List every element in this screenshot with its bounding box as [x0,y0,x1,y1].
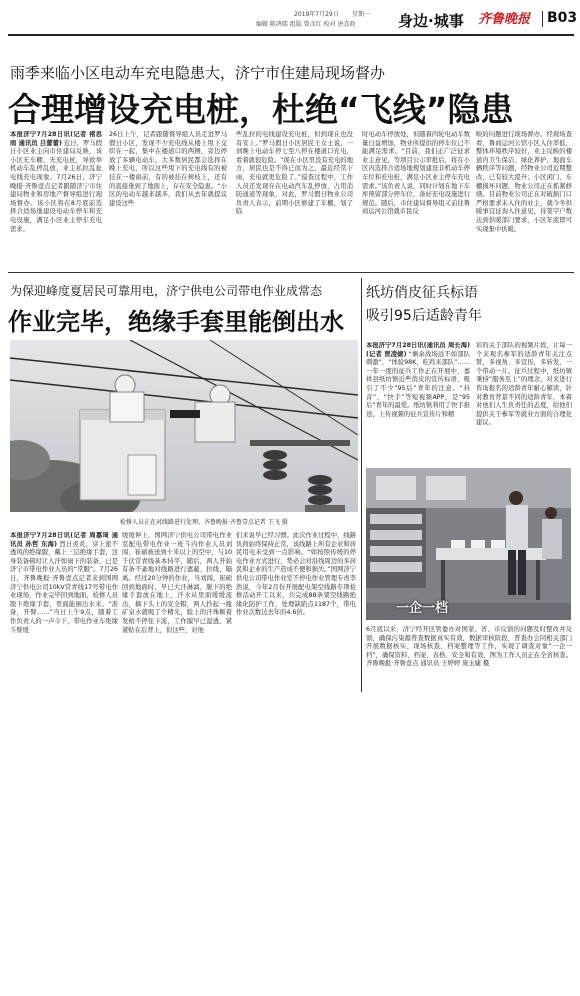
story1-byline: 本报济宁7月28日讯(记者 褚思雨 通讯员 吕蕾蕾) [10,131,102,147]
editorial-staff: 编辑 陈鸿儒 组版 曾彦红 校对 唐喜政 [256,21,356,28]
column-divider [361,278,362,692]
story4-text: 6月底以来，济宁经开区管委办对国家、省、市反馈的问题及时整改并反馈，确保污染源普查数据真实有效，数据审核阶段，普查办会同相关部门开展数据核实、现场核查、档案整理等工作，实现了调查对象“一企一档”，确保资料、档案、表格、安全和有效，图为工作人员正在全省核查。齐鲁晚报·齐鲁壹点 通讯员 王婷婷 庞玉婕 摄 [366,626,572,668]
header-divider [542,11,543,27]
story2-byline: 本报济宁7月28日讯(记者 周嘉琦 通讯员 孙哲 东海) [10,532,118,548]
newspaper-logo: 齐鲁晚报 [478,12,531,27]
page-number: B03 [547,10,578,26]
lineworker-photo-art [10,340,358,512]
story3-column-2: 彩的关于部队的视频片段，让每一个来观名参军的适龄青年关注点赞，多视角、多宣传，多转发，一个带动一片。征兵过程中，纸坊镇秉持“服务至上”的理念，对来进行咨询报名的适龄青年耐心解读，针对教育背景不同的适龄青年，本着对他们人生负责任的态度，给他们提供关于参军等就业方面的合理化建议。 [476,342,572,427]
story3-headline: 吸引95后适龄青年 [366,308,482,324]
issue-date: 2019年7月29日 [294,11,339,18]
story3-byline: 本报济宁7月28日讯(通讯员 周长海)(记者 贾凌婕) [366,342,470,358]
story2-column-2: 缓缓伸上，国网济宁供电公司带电作业室配电带电作业一班斗内作业人员刘闯、崔硕被送到十米以上的空中，与10千伏常青线基本持平，随后，两人开始有条不紊地对线路进行遮蔽、拉线，隔离。经过20分钟的作业，当刘闯、崔硕回到地面时，早已大汗淋漓，脱下的绝缘手套放在地上，汗水从里面缓缓流出，摘下头上的安全帽，两人抄起一瓶矿泉水就喝了个精光，脸上的汗珠顺着发梢不停往下流，工作服早已湿透。紧紧贴在后背上，但这些，对他 [122,532,232,634]
story2-column-1 [10,532,118,692]
story1-headline: 合理增设充电桩，杜绝“飞线”隐患 [8,90,514,129]
lineworker-photo [10,340,358,512]
story1-column-1 [10,131,102,267]
story1-column-3: 些乱拉的电线建设充电桩，但到现在也没有安上。”罗马假日小区居民王女士说，一到晚上电动车停七至八停在楼道口充电，看着就很危险。“现在小区里没有充电的地方，居民也是不得已而为之，最近经常下雨，充电就更危险了。”巡查过程中，工作人员还发现存在电动汽车乱停放、占用消防通道等现象，对此，罗马假日物业公司负责人表示，前期小区修建了车棚，划了临 [236,131,353,216]
lineworker-photo-caption: 检修人员正在对线路进行处理。齐鲁晚报·齐鲁壹点记者 王飞 摄 [120,519,288,526]
story3-column-1 [366,342,470,462]
story1-column-5: 映的问题进行现场督办。经现场查看，鲁商运河公馆小区入住率低，整体环境秩序较好，业主反映的楼道内卫生保洁、绿化养护、地面车辆秩序等问题，经物业公司近期整改，已有较大提升；小区闲门、车棚损坏问题，物业公司正在抓紧修缮。目前物业公司正在对破损门口严格要求未入住的业主，就今冬供暖事宜征询入住意见，待签字户数达到供暖部门要求，小区年底即可实现集中供暖。 [476,131,572,233]
page-header [8,6,578,32]
story1-kicker: 雨季来临小区电动车充电隐患大，济宁市住建局现场督办 [10,64,386,82]
story1-bottom-rule [8,272,574,273]
story2-headline: 作业完毕，绝缘手套里能倒出水 [8,308,344,336]
story2-text-1: 烈日炎炎，穿上密不透风的绝缘服，戴上三层绝缘手套，这身装备顿时让人汗如雨下的装备，已是济宁市带电作业人员的“常服”。7月26日，齐鲁晚报·齐鲁壹点记者来到国网济宁供电公司10kV常青线17号带电作业现场，作业完毕回到地面，检修人员脱下绝缘手套，里面能倒出水来。“准备，开臂……”当日上午9点，随着工作负责人的一声令下，带电作业车绝缘斗臂缓 [10,540,118,634]
section-title: 身边·城事 [398,12,464,30]
story2-kicker: 为保迎峰度夏居民可靠用电，济宁供电公司带电作业成常态 [10,284,323,298]
header-rule [8,34,574,36]
archive-photo-label: 一企一档 [396,601,449,616]
story3-kicker: 纸坊俏皮征兵标语 [366,285,478,301]
story2-column-3: 们来说早已经习惯。此次作业过程中，线路负荷始终保持正常，该线路上所有企业和居民用电未受到一点影响。“如按照传统的停电作业方式进行，势必会对沿线周边的多居民和企业的生产造成不便和损失。”国网济宁供电公司带电作业室不停电作业管理专责李浩说，今年2月份开展配电架空线路专项检修活动开工以来，共完成88条架空线路绝缘化防护工作，处理缺陷点1187个，带电作业次数达去年的4.6倍。 [236,532,356,617]
story1-text-1: 近日，罗马假日小区业主向市住建局反映，该小区无车棚、无充电桩，导致举机动车乱停乱放，业主私拉乱扯电线充电现象。7月26日，济宁晚报·齐鲁壹点记者跟随济宁市住建局物业和房地产督导组进行现场督办。该小区将在8月底前选择合适场地建设电动车停车和充电设施，满足小区业主停车充电需求。 [10,139,102,233]
story1-column-4: 时电动车停放处，但随着四轮电动车数量日益增加，物业所提供的停车位已不能满足需求。“目前，我们正广泛征求业主意见，等项目公示审批后，将在小区内选择合适场地规划建设非机动车停车位和充电桩，满足小区业主停车充电需求。”该负责人说，同时计划在地下车库预留部分停车位，备好充电设施进行规范。随后，市住建局督导组又前往鲁商运河公馆就市民反 [362,131,470,216]
issue-weekday: 星期一 [352,11,371,18]
story3-text-1: “剩余战场远不如部队刺激”，“体验98K，吃鸡来部队”……一年一度的征兵工作正在开展中，嘉祥县纸坊镇近些俏皮的宣传标语，吸引了不少“95后”青年的注意。“抖音”、“快手”等短视频APP，是“95后”青年的最爱。纸坊镇利用了快手推送，上传视频的征兵宣传片和精 [366,350,470,418]
story1-column-2: 26日上午，记者跟随督导组人员走进罗马假日小区，发现不少充电线从楼上甩下交织在一起，集中在楼道口的两侧，旁边停放了多辆电动车。大多数居民都会选择在晚上充电，所以这些甩下的充电线有的被挂在一楼窗前，有的被挂在树枝上，还有的直接垂到了地面上，存在安全隐患。“小区的电动车越来越多，我们从去年就提议建设这些 [109,131,227,207]
